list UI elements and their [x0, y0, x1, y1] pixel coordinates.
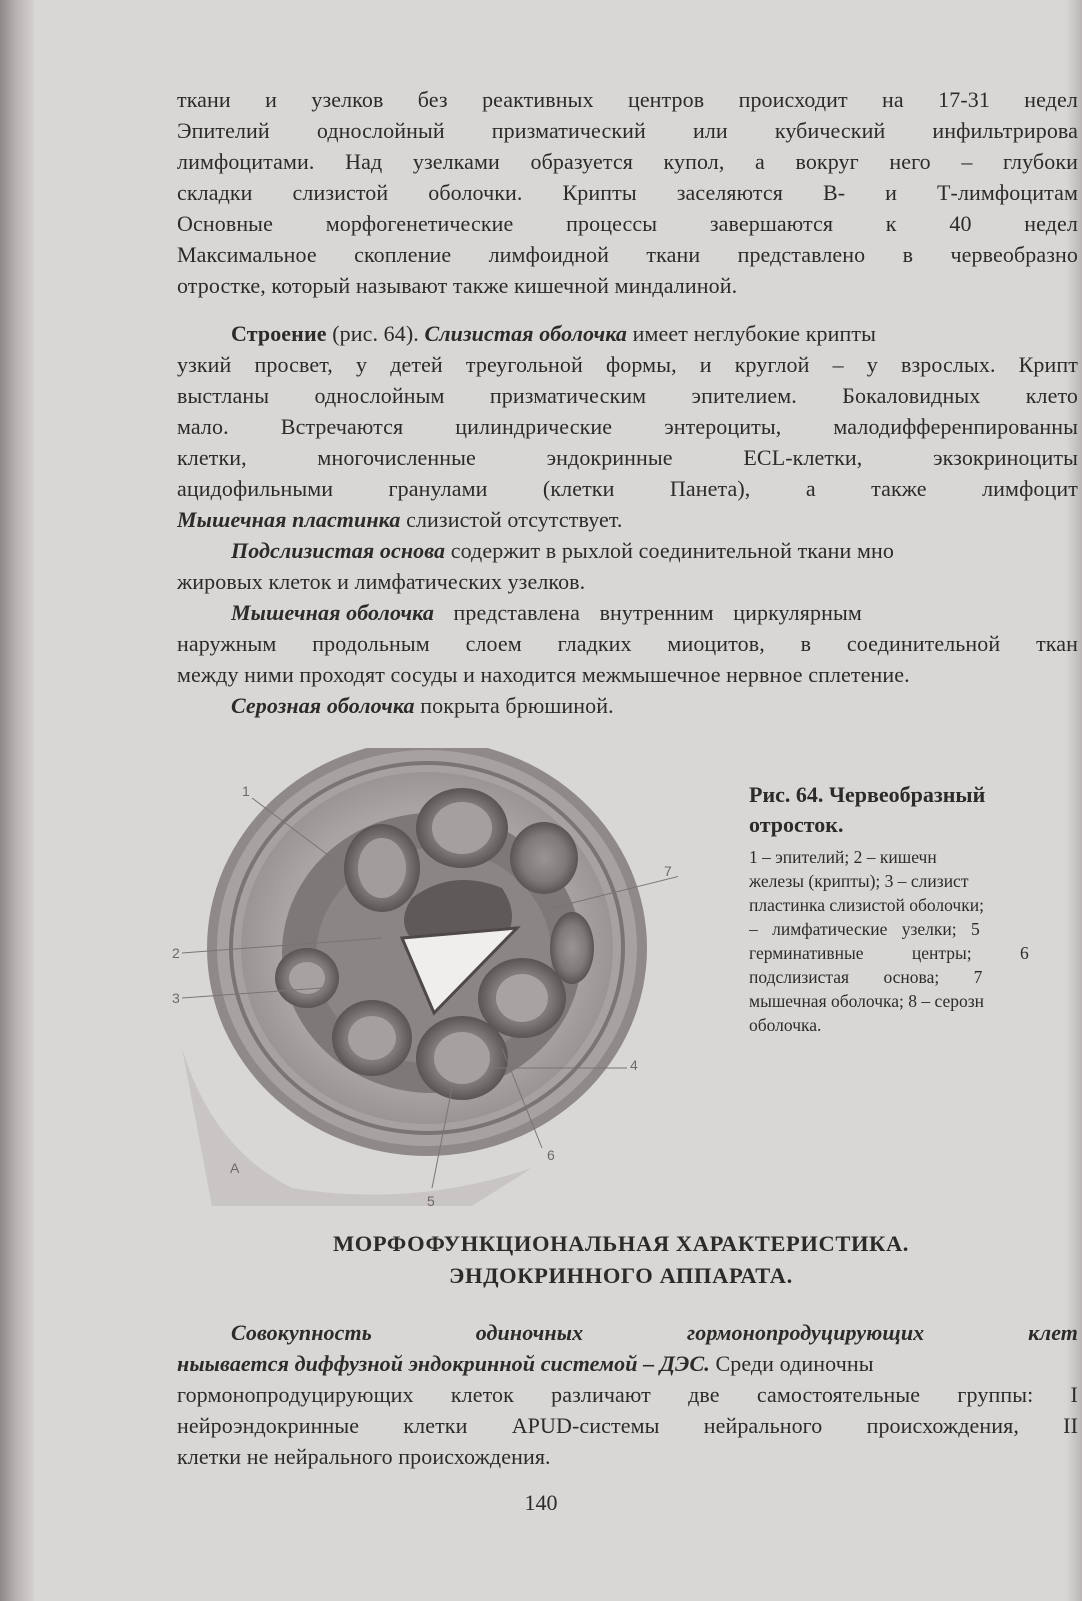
figure-title	[749, 780, 1082, 840]
caption-line: 1 – эпителий; 2 – кишечн	[749, 847, 937, 867]
figure-label: 4	[630, 1057, 638, 1073]
text-line: складки слизистой оболочки. Крипты заселяются В- и Т-лимфоцитам	[177, 180, 1078, 205]
figure-label: 3	[172, 990, 180, 1006]
text-run: имеет неглубокие крипты	[627, 321, 876, 346]
page-number: 140	[524, 1490, 558, 1515]
figure-label: 7	[664, 863, 672, 879]
text-line: лимфоцитами. Над узелками образуется купол, а вокруг него – глубоки	[177, 149, 1078, 174]
text-line: гормонопродуцирующих клеток различают две самостоятельные группы: I	[177, 1382, 1078, 1407]
caption-line: оболочка.	[749, 1015, 822, 1035]
figure-label: 1	[242, 783, 250, 799]
text-line	[177, 1348, 1082, 1379]
figure-label: А	[230, 1160, 240, 1176]
text-line: наружным продольным слоем гладких миоцитов, в соединительной ткан	[177, 631, 1078, 656]
term-muscularis-mucosae: Мышечная пластинка	[177, 507, 401, 532]
text-line: клетки не нейрального происхождения.	[177, 1444, 551, 1469]
text-line: Совокупность одиночных гормонопродуцирующих клет	[231, 1320, 1078, 1345]
term-submucosa: Подслизистая основа	[231, 538, 446, 563]
text-line	[231, 597, 1082, 628]
text-line: отростке, который называют также кишечной миндалиной.	[177, 273, 738, 298]
text-line: жировых клеток и лимфатических узелков.	[177, 569, 586, 594]
term-mucosa: Слизистая оболочка	[424, 321, 628, 346]
text-line: узкий просвет, у детей треугольной формы, и круглой – у взрослых. Крипт	[177, 352, 1078, 377]
text-line	[231, 535, 1082, 566]
section-heading-line1: МОРФОФУНКЦИОНАЛЬНАЯ ХАРАКТЕРИСТИКА.	[332, 1231, 910, 1256]
caption-line: подслизистая основа; 7	[749, 967, 983, 987]
text-line: ацидофильными гранулами (клетки Панета), а также лимфоцит	[177, 476, 1078, 501]
text-line	[177, 504, 1082, 535]
caption-line: герминативные центры; 6	[749, 943, 1029, 963]
text-run: содержит в рыхлой соединительной ткани мно	[445, 538, 894, 563]
text-run: слизистой отсутствует.	[400, 507, 623, 532]
figure-label: 5	[427, 1193, 435, 1206]
term-serosa: Серозная оболочка	[231, 693, 415, 718]
text-run: представлена внутренним циркулярным	[433, 600, 862, 625]
text-line: Основные морфогенетические процессы завершаются к 40 недел	[177, 211, 1078, 236]
text-line: выстланы однослойным призматическим эпителием. Бокаловидных клето	[177, 383, 1078, 408]
text-line: между ними проходят сосуды и находится межмышечное нервное сплетение.	[177, 662, 910, 687]
text-line: Эпителий однослойный призматический или кубический инфильтрирова	[177, 118, 1078, 143]
caption-line: – лимфатические узелки; 5	[749, 919, 980, 939]
text-line	[231, 318, 1082, 349]
text-line: ткани и узелков без реактивных центров происходит на 17-31 недел	[177, 87, 1078, 112]
term-muscularis: Мышечная оболочка	[231, 600, 434, 625]
text-run: покрыта брюшиной.	[414, 693, 614, 718]
appendix-cross-section-figure	[172, 748, 678, 1206]
caption-line: пластинка слизистой оболочки;	[749, 895, 984, 915]
term-structure: Строение	[231, 321, 327, 346]
term-des: ныывается диффузной эндокринной системой – ДЭС.	[177, 1351, 710, 1376]
figure-label: 6	[547, 1147, 555, 1163]
text-line: нейроэндокринные клетки APUD-системы нейрального происхождения, II	[177, 1413, 1078, 1438]
caption-line: мышечная оболочка; 8 – серозн	[749, 991, 985, 1011]
caption-line: железы (крипты); 3 – слизист	[749, 871, 969, 891]
text-line: Максимальное скопление лимфоидной ткани представлено в червеобразно	[177, 242, 1078, 267]
text-run: (рис. 64).	[326, 321, 425, 346]
section-heading-line2: ЭНДОКРИННОГО АППАРАТА.	[449, 1263, 793, 1288]
paragraph-serosa	[231, 690, 1082, 721]
text-line: мало. Встречаются цилиндрические энтероциты, малодифференпированны	[177, 414, 1078, 439]
figure-title-line: Рис. 64. Червеобразный	[749, 782, 986, 807]
book-binding-shadow	[0, 0, 34, 1601]
figure-title-line: отросток.	[749, 812, 844, 837]
figure-label: 2	[172, 945, 180, 961]
text-line: клетки, многочисленные эндокринные ECL-клетки, экзокриноциты	[177, 445, 1078, 470]
text-run: Среди одиночны	[709, 1351, 874, 1376]
